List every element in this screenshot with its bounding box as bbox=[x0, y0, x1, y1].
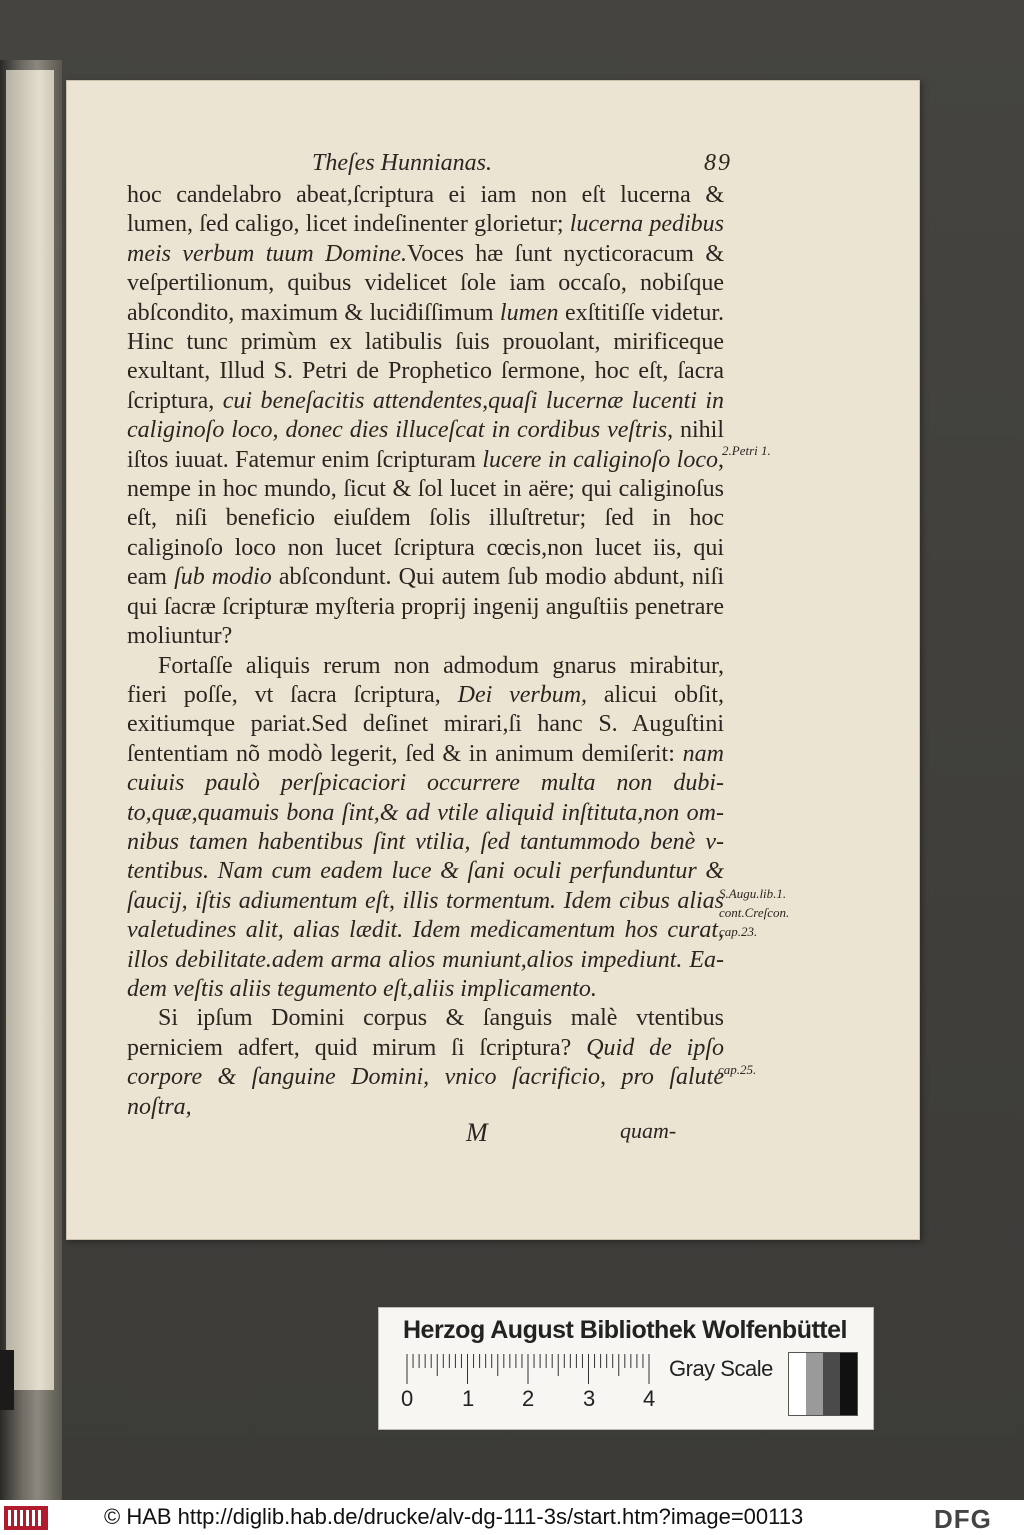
footer-copyright-link[interactable]: © HAB http://diglib.hab.de/drucke/alv-dg-111-3s/start.htm?image=00113 bbox=[104, 1504, 804, 1529]
card-title: Herzog August Bibliothek Wolfenbüttel bbox=[403, 1316, 847, 1344]
gray-swatch-1 bbox=[789, 1353, 806, 1415]
p2-quote-d: nam cuiuis paulò perſpicaciori occurrere multa non dubito,quæ,quamuis bona ſint,& ad vtile aliquid inſtituta,non omnibus tamen habentibus ſint vtilia, ſed tantummodo benè vtentibus. Nam cum eadem luce & ſani oculi perfunduntur & ſaucij, iſtis adiumentum eſt, illis tormentum. Idem cibus alias valetudines alit, alias lædit. Idem medicamentum hos curat, illos debilitate.adem arma alios muniunt,alios impediunt. Eadem veſtis aliis tegumento eſt,aliis implicamento. bbox=[127, 740, 724, 1002]
scale-label-3: 3 bbox=[583, 1386, 596, 1411]
color-reference-card bbox=[378, 1307, 874, 1430]
paragraph-2 bbox=[127, 652, 724, 1005]
scale-label-4: 4 bbox=[643, 1386, 656, 1411]
signature-mark: M bbox=[466, 1118, 488, 1147]
footer-bar bbox=[0, 1500, 1024, 1535]
p2-text-a: Fortaſſe aliquis rerum non admodum gnarus mirabitur, fieri poſſe, vt ſacra ſcriptura, bbox=[127, 652, 724, 708]
dfg-logo: DFG bbox=[934, 1504, 992, 1534]
p1-text-a: hoc candelabro abeat,ſcriptura ei iam non eſt lucerna & lumen, ſed caligo, licet indeſinenter glorietur; bbox=[127, 182, 724, 238]
paragraph-3 bbox=[127, 1004, 724, 1122]
p1-text-g: , nihil iſtos iuuat. Fatemur enim ſcripturam bbox=[127, 417, 724, 473]
gray-scale-swatches bbox=[788, 1352, 858, 1416]
p1-text-c: Voces hæ ſunt nycticoracum & veſpertilionum, quibus videlicet ſole iam occaſo, nobiſque abſcondito, maximum & luciḋiſſimum bbox=[127, 240, 725, 326]
facing-page-edge bbox=[6, 70, 54, 1390]
p1-text-i: , nempe in hoc mundo, ſicut & ſol lucet in aëre; qui caliginoſus eſt, niſi beneficio eiuſdem ſolis illuſtretur; ſed in hoc caliginoſo loco non lucet ſcriptura cœcis,non lucet iis, qui eam bbox=[127, 446, 724, 591]
digital-library-logo-icon bbox=[4, 1506, 48, 1530]
p2-text-c: alicui obſit, exitiumque pariat.Sed deſinet mirari,ſi hanc S. Auguſtini ſententiam nõ modò legerit, ſed & in animum demiſerit: bbox=[127, 681, 724, 767]
p1-text-e: exſtitiſſe videtur. Hinc tunc primùm ex latibulis ſuis prouolant, mirificeque exultant, Illud S. Petri de Prophetico ſermone, hoc eſt, ſacra ſcriptura, bbox=[127, 299, 725, 414]
marginal-note-augustine bbox=[719, 884, 789, 941]
marginal-note-petri: 2.Petri 1. bbox=[722, 443, 771, 458]
page-number: 89 bbox=[704, 150, 732, 176]
scale-label-2: 2 bbox=[522, 1386, 535, 1411]
scale-label-1: 1 bbox=[462, 1386, 475, 1411]
p1-quote-j: ſub modio bbox=[174, 564, 272, 591]
marginal-augustine-line3: cap.23. bbox=[719, 924, 758, 939]
scale-labels bbox=[379, 1386, 679, 1416]
p2-quote-b: Dei verbum, bbox=[457, 681, 588, 708]
catchword: quam- bbox=[620, 1118, 677, 1143]
gray-swatch-2 bbox=[806, 1353, 823, 1415]
p1-quote-h: lucere in caliginoſo loco bbox=[482, 446, 718, 473]
gray-swatch-4 bbox=[840, 1353, 857, 1415]
paragraph-1 bbox=[127, 181, 724, 652]
marginal-augustine-line1: S.Augu.lib.1. bbox=[719, 886, 787, 901]
book-edge-tab bbox=[0, 1350, 14, 1410]
p1-quote-d: lumen bbox=[499, 299, 559, 326]
p1-text-k: abſcondunt. Qui autem ſub modio abdunt, niſi qui ſacræ ſcripturæ myſteria proprij ingenij anguſtiis penetrare moliuntur? bbox=[127, 564, 724, 650]
body-text bbox=[127, 181, 724, 1122]
p3-quote-b: Quid de ipſo corpore & ſanguine Domini, vnico ſacrificio, pro ſalute noſtra, bbox=[127, 1034, 724, 1120]
gray-swatch-3 bbox=[823, 1353, 840, 1415]
p1-quote-b: lucerna pedibus meis verbum tuum Domine. bbox=[127, 211, 724, 267]
header-title: Theſes Hunnianas. bbox=[312, 150, 492, 176]
p3-text-a: Si ipſum Domini corpus & ſanguis malè vtentibus perniciem adfert, quid mirum ſi ſcriptura? bbox=[127, 1005, 724, 1061]
marginal-note-cap25: cap.25. bbox=[718, 1062, 757, 1077]
scale-label-0: 0 bbox=[401, 1386, 414, 1411]
gray-scale-label: Gray Scale bbox=[669, 1356, 773, 1381]
p1-quote-f: cui beneſacitis attendentes,quaſi lucernæ lucenti in caliginoſo loco, donec dies illuceſcat in cordibus veſtris bbox=[127, 387, 724, 444]
marginal-augustine-line2: cont.Creſcon. bbox=[719, 905, 790, 920]
running-header bbox=[312, 150, 732, 180]
